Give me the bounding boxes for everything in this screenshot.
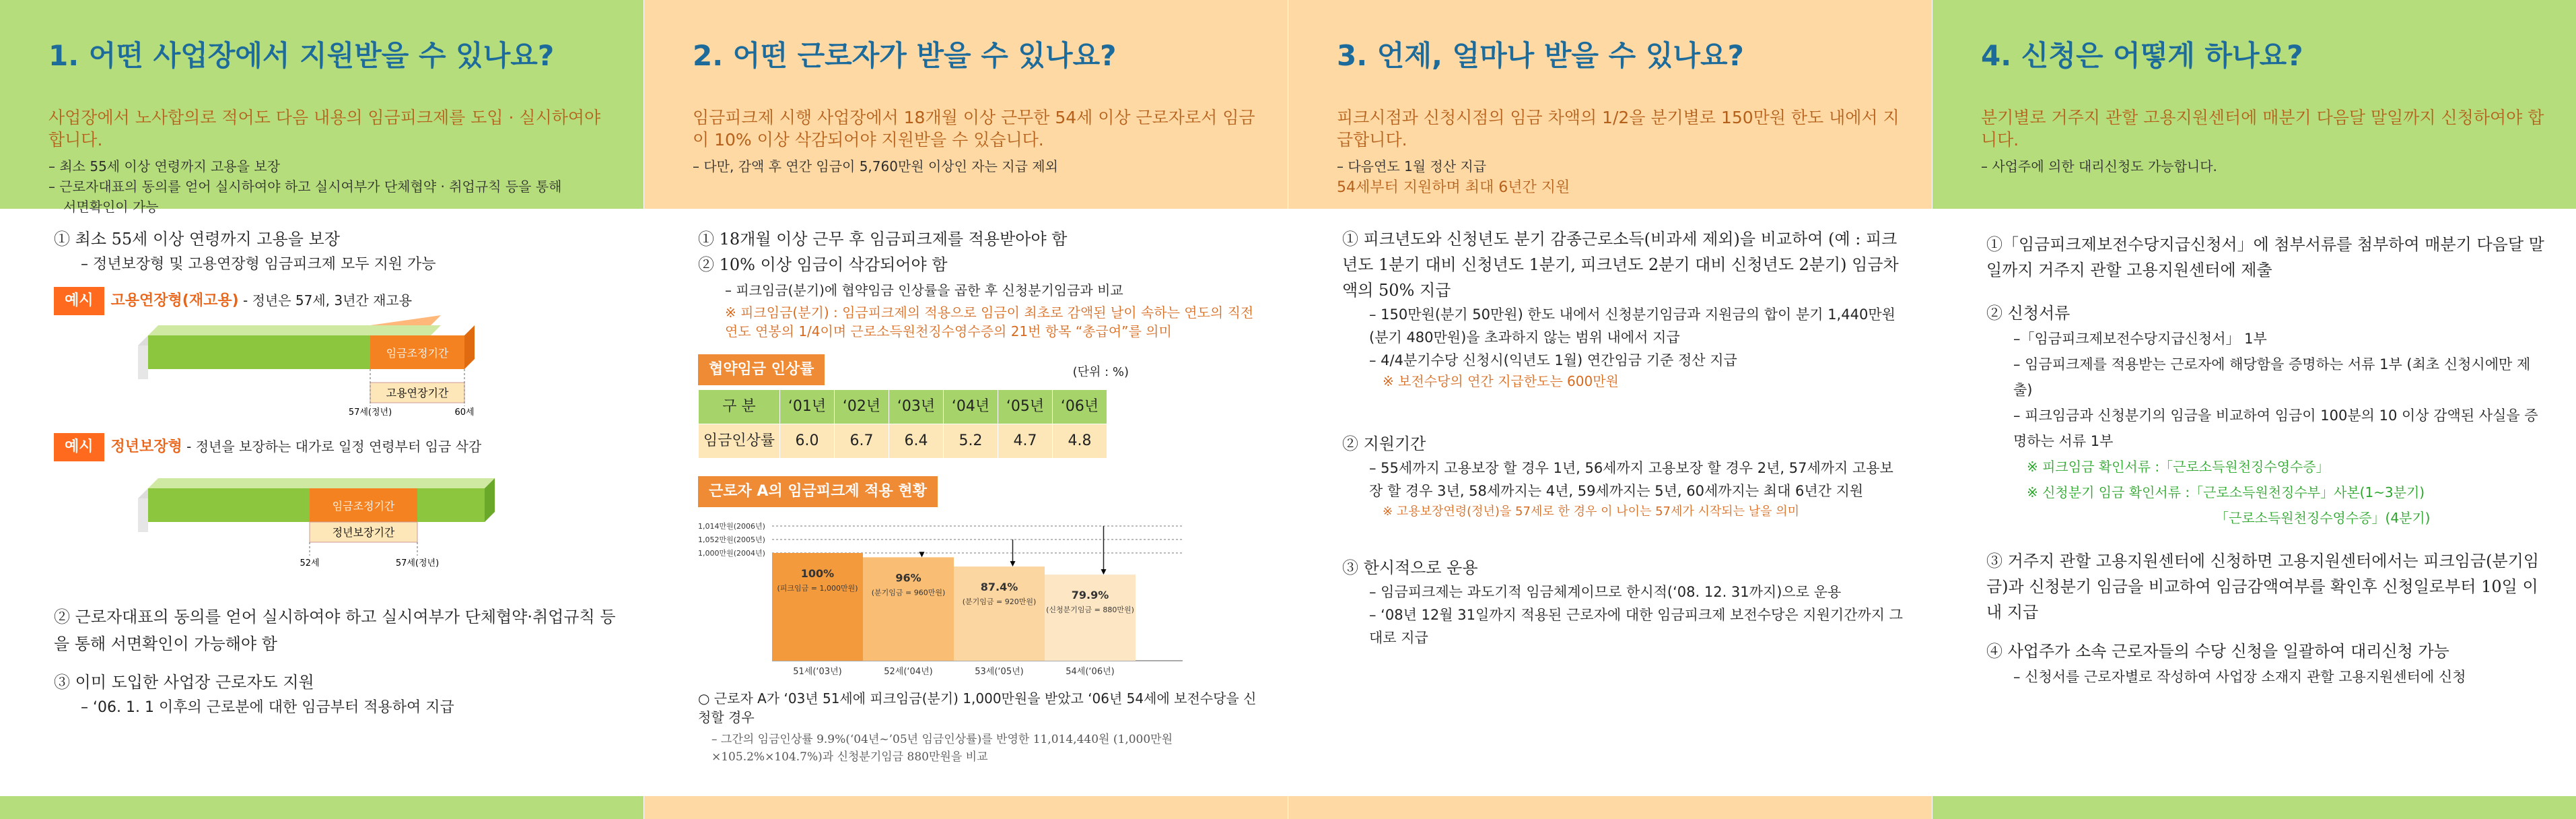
ex1-adjust-label: 임금조정기간	[386, 347, 449, 360]
s3-item1: ① 피크년도와 신청년도 분기 감종근로소득(비과세 제외)을 비교하여 (예 : 피크년도 1분기 대비 신청년도 1분기, 피크년도 2분기 대비 신청년도 2분기) 임금차액의 50% 지급	[1342, 230, 1899, 300]
table-cell: ‘03년	[889, 390, 944, 424]
section-2-lead: 임금피크제 시행 사업장에서 18개월 이상 근무한 54세 이상 근로자로서 임금이 10% 이상 삭감되어야 지원받을 수 있습니다.	[693, 108, 1255, 150]
bar-value-label: 87.4%	[980, 581, 1018, 594]
bar-sub-label: (분기임금 = 920만원)	[962, 597, 1037, 607]
s2-example1: ○ 근로자 A가 ‘03년 51세에 피크임금(분기) 1,000만원을 받았고 ‘06년 54세에 보전수당을 신청할 경우	[698, 690, 1257, 725]
s1-item1a: – 정년보장형 및 고용연장형 임금피크제 모두 지원 가능	[81, 256, 436, 273]
bar-sub-label: (신청분기임금 = 880만원)	[1046, 605, 1134, 615]
bar-sub-label: (분기임금 = 960만원)	[871, 588, 946, 597]
table-cell: ‘02년	[835, 390, 889, 424]
s4-item1: ①「임금피크제보전수당지급신청서」에 첨부서류를 첨부하여 매분기 다음달 말일까지 거주지 관할 고용지원센터에 제출	[1986, 235, 2544, 280]
reference-label: 1,014만원(2006년)	[698, 522, 765, 531]
gap-arrow-head	[1101, 569, 1107, 575]
bar	[1045, 575, 1136, 661]
section-3-title: 3. 언제, 얼마나 받을 수 있나요?	[1337, 39, 1744, 72]
section-3-sub1: – 다음연도 1월 정산 지급	[1337, 158, 1487, 174]
s1-item3a: – ‘06. 1. 1 이후의 근로분에 대한 임금부터 적용하여 지급	[81, 699, 454, 716]
footer-band-4	[1933, 796, 2576, 819]
section-4	[1933, 0, 2576, 819]
bar-value-label: 96%	[895, 571, 921, 585]
x-tick-label: 53세(‘05년)	[975, 667, 1024, 677]
ex2-age-b: 57세(정년)	[395, 558, 440, 568]
example-tag-2: 예시	[54, 433, 104, 461]
s3-item2a: – 55세까지 고용보장 할 경우 1년, 56세까지 고용보장 할 경우 2년, 57세까지 고용보장 할 경우 3년, 58세까지는 4년, 59세까지는 5년, 60세까지는 최대 6년간 지원	[1369, 460, 1893, 499]
example-2-type: 정년보장형	[110, 438, 182, 455]
s4-item2c: – 피크임금과 신청분기의 임금을 비교하여 임금이 100분의 10 이상 감액된 사실을 증명하는 서류 1부	[2013, 407, 2538, 449]
section-1-sub2: – 근로자대표의 동의를 얻어 실시하여야 하고 실시여부가 단체협약 · 취업규칙 등을 통해	[48, 178, 562, 195]
section-1-sub1: – 최소 55세 이상 연령까지 고용을 보장	[48, 158, 281, 174]
s3-item1b: – 4/4분기수당 신청시(익년도 1월) 연간임금 기준 정산 지급	[1369, 352, 1737, 368]
bar-value-label: 79.9%	[1071, 589, 1109, 602]
table-cell: 임금인상률	[699, 424, 780, 459]
section-2-body	[644, 209, 1288, 766]
reference-label: 1,052만원(2005년)	[698, 535, 765, 544]
s2-item2a: – 피크임금(분기)에 협약임금 인상률을 곱한 후 신청분기임금과 비교	[725, 282, 1123, 298]
gap-arrow-head	[919, 552, 925, 557]
s4-note2: ※ 신청분기 임금 확인서류 :「근로소득원천징수부」사본(1~3분기)	[2027, 484, 2425, 500]
section-1	[0, 0, 643, 819]
s4-item2: ② 신청서류	[1986, 304, 2070, 323]
s1-item2: ② 근로자대표의 동의를 얻어 실시하여야 하고 실시여부가 단체협약·취업규칙 등을 통해 서면확인이 가능해야 함	[54, 608, 616, 653]
ex2-period-label: 정년보장기간	[332, 526, 395, 539]
section-2-title: 2. 어떤 근로자가 받을 수 있나요?	[693, 39, 1117, 72]
s1-item1: ① 최소 55세 이상 연령까지 고용을 보장	[54, 230, 340, 249]
s3-item1a: – 150만원(분기 50만원) 한도 내에서 신청분기임금과 지원금의 합이 분기 1,440만원(분기 480만원)을 초과하지 않는 범위 내에서 지급	[1369, 306, 1895, 346]
section-2	[644, 0, 1288, 819]
section-1-body	[0, 209, 643, 721]
ex1-period-label: 고용연장기간	[386, 387, 449, 399]
rate-table-block	[698, 354, 1129, 459]
section-3-body	[1288, 209, 1932, 649]
section-2-header	[644, 0, 1288, 209]
section-2-sub1: – 다만, 감액 후 연간 임금이 5,760만원 이상인 자는 지급 제외	[693, 158, 1058, 174]
s3-note1: ※ 보전수당의 연간 지급한도는 600만원	[1383, 373, 1619, 389]
example-tag-1: 예시	[54, 287, 104, 315]
ex2-age-a: 52세	[300, 558, 320, 568]
section-4-title: 4. 신청은 어떻게 하나요?	[1981, 39, 2303, 72]
s3-note2: ※ 고용보장연령(정년)을 57세로 한 경우 이 나이는 57세가 시작되는 날을 의미	[1383, 504, 1800, 519]
section-1-header	[0, 0, 643, 215]
example-1-desc: - 정년은 57세, 3년간 재고용	[238, 292, 413, 308]
bar-sub-label: (피크임금 = 1,000만원)	[777, 584, 858, 593]
section-3	[1288, 0, 1932, 819]
reference-label: 1,000만원(2004년)	[698, 549, 765, 558]
chart-block	[698, 476, 1261, 686]
rate-table-unit: (단위 : %)	[1072, 365, 1129, 379]
footer-band-3	[1288, 796, 1932, 819]
s3-item3b: – ‘08년 12월 31일까지 적용된 근로자에 대한 임금피크제 보전수당은 지원기간까지 그대로 지급	[1369, 607, 1903, 646]
rate-table-title: 협약임금 인상률	[698, 354, 825, 385]
x-tick-label: 52세(‘04년)	[884, 667, 933, 677]
table-cell: 6.4	[889, 424, 944, 459]
section-3-sub2: 54세부터 지원하며 최대 6년간 지원	[1337, 179, 1570, 196]
ex1-age-a: 57세(정년)	[348, 407, 392, 416]
s2-note1: ※ 피크임금(분기) : 임금피크제의 적용으로 임금이 최초로 감액된 날이 속하는 연도의 직전연도 연봉의 1/4이며 근로소득원천징수영수증의 21번 항목 “총급여”를 의미	[725, 304, 1254, 339]
s4-note3: 「근로소득원천징수영수증」(4분기)	[2215, 510, 2431, 526]
example-2-desc: - 정년을 보장하는 대가로 일정 연령부터 임금 삭감	[182, 438, 482, 455]
example-2-diagram	[54, 461, 619, 569]
s4-item2b: – 임금피크제를 적용받는 근로자에 해당함을 증명하는 서류 1부 (최초 신청시에만 제출)	[2013, 356, 2531, 398]
section-3-header	[1288, 0, 1932, 209]
s4-item2a: –「임금피크제보전수당지급신청서」 1부	[2013, 331, 2267, 347]
s4-item3: ③ 거주지 관할 고용지원센터에 신청하면 고용지원센터에서는 피크임금(분기임금)과 신청분기 임금을 비교하여 임금감액여부를 확인후 신청일로부터 10일 이내 지급	[1986, 552, 2540, 622]
s3-item3a: – 임금피크제는 과도기적 임금체계이므로 한시적(‘08. 12. 31까지)으로 운용	[1369, 584, 1842, 600]
table-cell: 4.7	[998, 424, 1053, 459]
x-tick-label: 54세(‘06년)	[1066, 667, 1115, 677]
s2-example2: – 그간의 임금인상률 9.9%(‘04년~’05년 임금인상률)를 반영한 11,014,440원 (1,000만원×105.2%×104.7%)과 신청분기임금 880만원을 비교	[711, 733, 1173, 764]
section-4-sub1: – 사업주에 의한 대리신청도 가능합니다.	[1981, 158, 2217, 174]
table-cell: 6.0	[780, 424, 835, 459]
rate-table-row	[699, 424, 1107, 459]
table-cell: ‘01년	[780, 390, 835, 424]
section-1-sub3: 서면확인이 가능	[63, 199, 159, 215]
table-cell: ‘04년	[944, 390, 998, 424]
s4-note1: ※ 피크임금 확인서류 :「근로소득원천징수영수증」	[2027, 459, 2330, 475]
section-4-header	[1933, 0, 2576, 209]
table-cell: 6.7	[835, 424, 889, 459]
section-1-lead: 사업장에서 노사합의로 적어도 다음 내용의 임금피크제를 도입 · 실시하여야 합니다.	[48, 108, 601, 150]
s3-item2: ② 지원기간	[1342, 434, 1426, 453]
s4-item4: ④ 사업주가 소속 근로자들의 수당 신청을 일괄하여 대리신청 가능	[1986, 642, 2449, 661]
s4-item4a: – 신청서를 근로자별로 작성하여 사업장 소재지 관할 고용지원센터에 신청	[2013, 669, 2466, 685]
section-3-lead: 피크시점과 신청시점의 임금 차액의 1/2을 분기별로 150만원 한도 내에서 지급합니다.	[1337, 108, 1900, 150]
rate-table-header	[699, 390, 1107, 424]
table-cell: 구 분	[699, 390, 780, 424]
s1-item3: ③ 이미 도입한 사업장 근로자도 지원	[54, 673, 314, 692]
footer-band-1	[0, 796, 643, 819]
x-tick-label: 51세(‘03년)	[793, 667, 842, 677]
section-4-body	[1933, 209, 2576, 690]
gap-arrow-head	[1010, 561, 1016, 566]
bar-value-label: 100%	[800, 567, 835, 580]
example-1-type: 고용연장형(재고용)	[110, 292, 239, 309]
table-cell: ‘05년	[998, 390, 1053, 424]
wage-chart	[698, 511, 1210, 686]
rate-table	[698, 389, 1107, 459]
s2-item1: ① 18개월 이상 근무 후 임금피크제를 적용받아야 함	[698, 230, 1068, 249]
table-cell: 4.8	[1053, 424, 1107, 459]
s3-item3: ③ 한시적으로 운용	[1342, 558, 1478, 577]
ex2-adjust-label: 임금조정기간	[332, 500, 395, 513]
chart-title: 근로자 A의 임금피크제 적용 현황	[698, 476, 938, 507]
s2-item2: ② 10% 이상 임금이 삭감되어야 함	[698, 255, 948, 274]
section-1-title: 1. 어떤 사업장에서 지원받을 수 있나요?	[48, 39, 555, 72]
table-cell: ‘06년	[1053, 390, 1107, 424]
footer-band-2	[644, 796, 1288, 819]
table-cell: 5.2	[944, 424, 998, 459]
section-4-lead: 분기별로 거주지 관할 고용지원센터에 매분기 다음달 말일까지 신청하여야 합니다.	[1981, 108, 2544, 150]
ex1-age-b: 60세	[454, 407, 475, 416]
example-1-diagram	[54, 315, 619, 416]
